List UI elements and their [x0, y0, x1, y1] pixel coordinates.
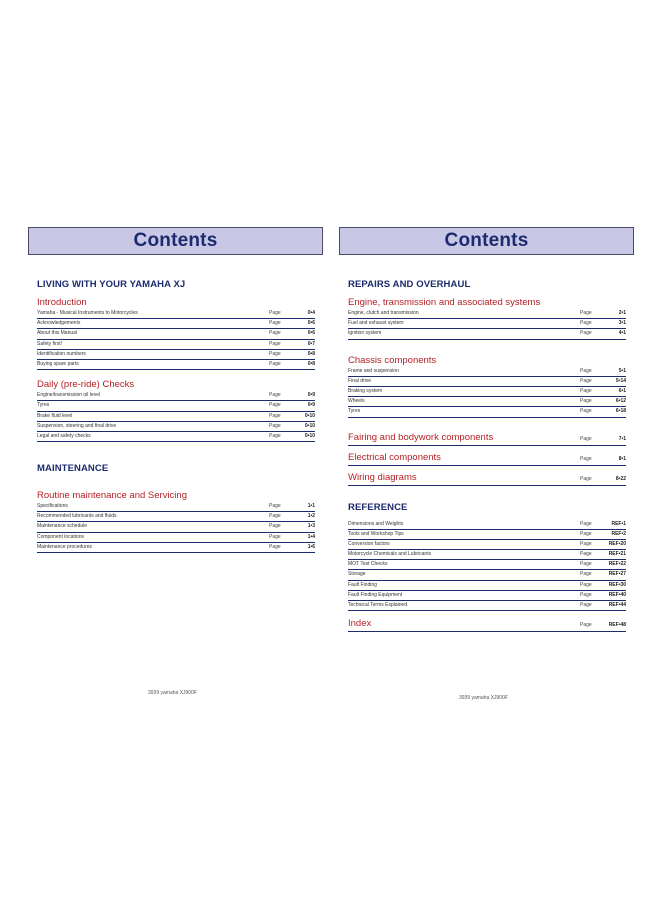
page-label: Page — [269, 330, 281, 337]
toc-entry-title: Fault Finding — [348, 581, 377, 588]
page-number: 0•8 — [307, 350, 315, 357]
toc-row[interactable] — [348, 377, 626, 387]
right-page — [339, 227, 634, 632]
toc-row[interactable] — [348, 550, 626, 560]
page-label: Page — [580, 398, 592, 405]
page-label: Page — [580, 320, 592, 327]
toc-row[interactable] — [37, 309, 315, 319]
page-label: Page — [580, 530, 592, 537]
left-footer: 3939 yamaha XJ900F — [148, 690, 197, 696]
toc-row[interactable] — [37, 533, 315, 543]
page-label: Page — [580, 571, 592, 578]
toc-entry-title: Identification numbers — [37, 350, 86, 357]
page-label: Page — [580, 602, 592, 608]
page-number: 4•1 — [618, 330, 626, 337]
page-label: Page — [580, 387, 592, 394]
page-number: 1•4 — [307, 533, 315, 540]
toc-row[interactable] — [37, 522, 315, 532]
part-heading: MAINTENANCE — [37, 463, 109, 475]
page-number: 5•1 — [618, 367, 626, 374]
toc-row[interactable] — [348, 560, 626, 570]
toc-row-fairing[interactable] — [348, 432, 626, 446]
contents-banner — [28, 227, 323, 255]
page-number: 7•1 — [618, 435, 626, 442]
page-label: Page — [580, 591, 592, 598]
section-title-index: Index — [348, 618, 372, 630]
toc-row[interactable] — [348, 319, 626, 329]
toc-entry-title: Suspension, steering and final drive — [37, 422, 117, 429]
page-label: Page — [580, 540, 592, 547]
page-label: Page — [269, 513, 281, 520]
toc-row[interactable] — [37, 432, 315, 442]
toc-row[interactable] — [37, 319, 315, 329]
page-label: Page — [269, 533, 281, 540]
left-page — [28, 227, 323, 553]
page-label: Page — [269, 412, 281, 419]
toc-row[interactable] — [348, 367, 626, 377]
toc-entry-title: Frame and suspension — [348, 367, 399, 374]
toc-row[interactable] — [37, 512, 315, 522]
section-title-electrical: Electrical components — [348, 451, 441, 463]
page-number: REF•20 — [608, 540, 626, 547]
toc-row[interactable] — [348, 407, 626, 417]
toc-list-engine — [348, 309, 626, 340]
page-number: 8•1 — [618, 455, 626, 462]
toc-entry-title: Component locations — [37, 533, 84, 540]
toc-entry-title: Conversion factors — [348, 540, 390, 547]
part-heading: REFERENCE — [348, 501, 408, 513]
page-number: 0•7 — [307, 340, 315, 347]
page-label: Page — [269, 523, 281, 530]
page-number: 5•14 — [615, 377, 626, 384]
part-heading: REPAIRS AND OVERHAUL — [348, 279, 471, 290]
part-heading: LIVING WITH YOUR YAMAHA XJ — [37, 279, 186, 290]
page-label: Page — [269, 422, 281, 429]
toc-entry-title: Technical Terms Explained — [348, 602, 408, 608]
toc-row[interactable] — [37, 350, 315, 360]
page-label: Page — [580, 520, 592, 527]
toc-row[interactable] — [348, 387, 626, 397]
toc-list-introduction — [37, 309, 315, 370]
toc-list-daily-checks — [37, 391, 315, 442]
page-number: 0•9 — [307, 402, 315, 409]
page-label: Page — [269, 310, 281, 316]
toc-entry-title: Tyres — [348, 408, 361, 415]
section-title-chassis: Chassis components — [348, 354, 437, 366]
toc-entry-title: Dimensions and Weights — [348, 520, 404, 527]
page-label: Page — [580, 581, 592, 588]
toc-entry-title: Storage — [348, 571, 366, 578]
page-number: 1•2 — [307, 513, 315, 520]
toc-list-routine — [37, 502, 315, 553]
page-label: Page — [580, 408, 592, 415]
toc-entry-title: Safety first! — [37, 340, 63, 347]
toc-entry-title: Fault Finding Equipment — [348, 591, 403, 598]
toc-entry-title: Yamaha - Musical Instruments to Motorcycles — [37, 310, 138, 316]
page-number: 6•1 — [618, 387, 626, 394]
toc-row[interactable] — [348, 530, 626, 540]
page-label: Page — [269, 402, 281, 409]
toc-entry-title: MOT Test Checks — [348, 561, 388, 568]
page-number: REF•2 — [611, 530, 626, 537]
page-number: 0•10 — [304, 432, 315, 439]
toc-row[interactable] — [37, 329, 315, 339]
toc-row[interactable] — [37, 391, 315, 401]
toc-entry-title: Tools and Workshop Tips — [348, 530, 404, 537]
page-label: Page — [269, 360, 281, 367]
toc-entry-title: Maintenance procedures — [37, 543, 93, 550]
page-number: 1•3 — [307, 523, 315, 530]
toc-entry-title: Engine, clutch and transmission — [348, 310, 419, 316]
toc-row[interactable] — [37, 502, 315, 512]
page-label: Page — [269, 350, 281, 357]
toc-row[interactable] — [348, 570, 626, 580]
toc-entry-title: Ignition system — [348, 330, 382, 337]
toc-row[interactable] — [348, 601, 626, 611]
page-number: REF•22 — [608, 561, 626, 568]
toc-entry-title: Fuel and exhaust system — [348, 320, 404, 327]
page-number: 0•10 — [304, 422, 315, 429]
toc-entry-title: Legal and safety checks — [37, 432, 91, 439]
toc-entry-title: Specifications — [37, 503, 68, 510]
contents-banner — [339, 227, 634, 255]
toc-row[interactable] — [37, 543, 315, 553]
toc-row[interactable] — [348, 329, 626, 339]
page-label: Page — [269, 392, 281, 399]
toc-entry-title: Buying spare parts — [37, 360, 79, 367]
right-footer: 3939 yamaha XJ900F — [459, 695, 508, 701]
page-label: Page — [580, 455, 592, 462]
toc-row[interactable] — [37, 340, 315, 350]
toc-entry-title: Engine/transmission oil level — [37, 392, 101, 399]
toc-row[interactable] — [37, 412, 315, 422]
page-number: REF•48 — [608, 622, 626, 629]
toc-entry-title: Final drive — [348, 377, 372, 384]
toc-row[interactable] — [37, 401, 315, 411]
page-number: 6•18 — [615, 408, 626, 415]
section-title-daily-checks: Daily (pre-ride) Checks — [37, 379, 135, 391]
toc-entry-title: Brake fluid level — [37, 412, 73, 419]
banner-title: Contents — [133, 230, 218, 251]
page-label: Page — [580, 622, 592, 629]
page-label: Page — [269, 432, 281, 439]
toc-entry-title: Recommended lubricants and fluids — [37, 513, 117, 520]
toc-row[interactable] — [348, 540, 626, 550]
toc-list-chassis — [348, 367, 626, 418]
page-number: REF•44 — [608, 602, 626, 608]
page-label: Page — [580, 330, 592, 337]
page-number: 0•4 — [307, 310, 315, 316]
page-number: 0•9 — [307, 392, 315, 399]
page-number: 8•22 — [615, 475, 626, 482]
toc-row[interactable] — [348, 520, 626, 530]
page-number: 1•6 — [307, 543, 315, 550]
toc-row[interactable] — [348, 309, 626, 319]
page-label: Page — [580, 475, 592, 482]
page-label: Page — [580, 310, 592, 316]
toc-entry-title: Tyres — [37, 402, 50, 409]
page-label: Page — [580, 551, 592, 558]
page-label: Page — [580, 367, 592, 374]
toc-entry-title: Acknowledgements — [37, 320, 81, 327]
toc-row[interactable] — [348, 581, 626, 591]
banner-title: Contents — [444, 230, 529, 251]
page-label: Page — [580, 561, 592, 568]
page-number: 0•6 — [307, 330, 315, 337]
section-title-routine: Routine maintenance and Servicing — [37, 490, 187, 502]
page-label: Page — [269, 320, 281, 327]
section-title-introduction: Introduction — [37, 297, 87, 308]
toc-list-reference — [348, 520, 626, 612]
page-number: REF•21 — [608, 551, 626, 558]
section-title-wiring: Wiring diagrams — [348, 471, 417, 483]
page-number: REF•40 — [608, 591, 626, 598]
toc-row-index[interactable] — [348, 618, 626, 632]
section-title-fairing: Fairing and bodywork components — [348, 431, 494, 443]
toc-row-wiring[interactable] — [348, 472, 626, 486]
page-number: 0•8 — [307, 360, 315, 367]
page-number: REF•27 — [608, 571, 626, 578]
page-label: Page — [269, 340, 281, 347]
toc-row[interactable] — [37, 360, 315, 370]
toc-entry-title: Braking system — [348, 387, 383, 394]
page-number: 3•1 — [618, 320, 626, 327]
toc-row[interactable] — [348, 397, 626, 407]
toc-entry-title: Maintenance schedule — [37, 523, 88, 530]
page-number: 6•12 — [615, 398, 626, 405]
page-label: Page — [269, 503, 281, 510]
toc-entry-title: Motorcycle Chemicals and Lubricants — [348, 551, 432, 558]
toc-row-electrical[interactable] — [348, 452, 626, 466]
page-number: 1•1 — [307, 503, 315, 510]
page-label: Page — [580, 435, 592, 442]
page-number: 0•6 — [307, 320, 315, 327]
page-number: REF•1 — [611, 520, 626, 527]
page-label: Page — [269, 543, 281, 550]
page-number: 0•10 — [304, 412, 315, 419]
page-number: 2•1 — [618, 310, 626, 316]
section-title-engine: Engine, transmission and associated systems — [348, 297, 541, 308]
toc-entry-title: Wheels — [348, 398, 365, 405]
page-number: REF•30 — [608, 581, 626, 588]
toc-entry-title: About this Manual — [37, 330, 78, 337]
page-label: Page — [580, 377, 592, 384]
toc-row[interactable] — [37, 422, 315, 432]
toc-row[interactable] — [348, 591, 626, 601]
